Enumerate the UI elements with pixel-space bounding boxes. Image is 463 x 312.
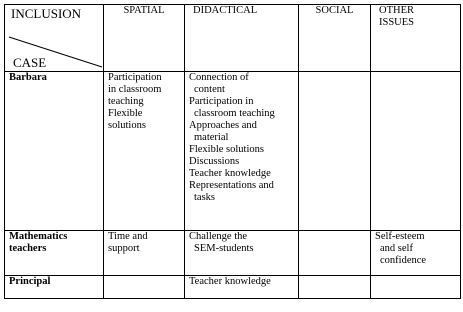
case-label: CASE bbox=[13, 55, 47, 70]
cell-line: Time and bbox=[108, 231, 148, 242]
cell-line: support bbox=[108, 243, 140, 254]
spatial-cell bbox=[104, 72, 185, 231]
inclusion-label: INCLUSION bbox=[11, 6, 82, 21]
inclusion-table bbox=[4, 4, 461, 299]
other-issues-header bbox=[371, 5, 461, 72]
other-issues-header-line: OTHER bbox=[379, 5, 414, 16]
cell-line: Flexible bbox=[108, 108, 143, 119]
didactical-cell bbox=[185, 231, 299, 276]
didactical-header: DIDACTICAL bbox=[185, 5, 299, 72]
didactical-cell bbox=[185, 276, 299, 299]
cell-line: teaching bbox=[108, 96, 144, 107]
social-cell bbox=[299, 231, 371, 276]
cell-line: solutions bbox=[108, 120, 146, 131]
table-row bbox=[5, 276, 461, 299]
case-name: Mathematics bbox=[9, 231, 68, 242]
cell-line: Flexible solutions bbox=[189, 144, 264, 155]
cell-line: SEM-students bbox=[194, 243, 254, 254]
social-cell bbox=[299, 276, 371, 299]
cell-line: classroom teaching bbox=[194, 108, 275, 119]
other-issues-header-line: ISSUES bbox=[379, 17, 415, 28]
cell-line: confidence bbox=[380, 255, 427, 266]
cell-line: content bbox=[194, 84, 225, 95]
cell-line: material bbox=[194, 132, 229, 143]
spatial-cell bbox=[104, 276, 185, 299]
cell-line: tasks bbox=[194, 192, 215, 203]
cell-line: Connection of bbox=[189, 72, 249, 83]
didactical-cell bbox=[185, 72, 299, 231]
cell-line: Participation bbox=[108, 72, 162, 83]
cell-line: Teacher knowledge bbox=[189, 276, 271, 287]
header-row bbox=[5, 5, 461, 72]
table-row bbox=[5, 231, 461, 276]
social-header: SOCIAL bbox=[299, 5, 371, 72]
cell-line: and self bbox=[380, 243, 413, 254]
case-name-cell bbox=[5, 72, 104, 231]
social-cell bbox=[299, 72, 371, 231]
cell-line: Participation in bbox=[189, 96, 254, 107]
cell-line: in classroom bbox=[108, 84, 162, 95]
spatial-cell bbox=[104, 231, 185, 276]
cell-line: Teacher knowledge bbox=[189, 168, 271, 179]
cell-line: Challenge the bbox=[189, 231, 248, 242]
case-name: teachers bbox=[9, 243, 47, 254]
cell-line: Representations and bbox=[189, 180, 274, 191]
other-issues-cell bbox=[371, 72, 461, 231]
other-issues-cell bbox=[371, 276, 461, 299]
cell-line: Approaches and bbox=[189, 120, 257, 131]
cell-line: Discussions bbox=[189, 156, 240, 167]
table-row bbox=[5, 72, 461, 231]
corner-header-cell bbox=[5, 5, 104, 72]
spatial-header: SPATIAL bbox=[104, 5, 185, 72]
case-name-cell bbox=[5, 231, 104, 276]
case-name-cell bbox=[5, 276, 104, 299]
case-name: Principal bbox=[9, 276, 51, 287]
other-issues-cell bbox=[371, 231, 461, 276]
case-name: Barbara bbox=[9, 72, 47, 83]
cell-line: Self-esteem bbox=[375, 231, 425, 242]
